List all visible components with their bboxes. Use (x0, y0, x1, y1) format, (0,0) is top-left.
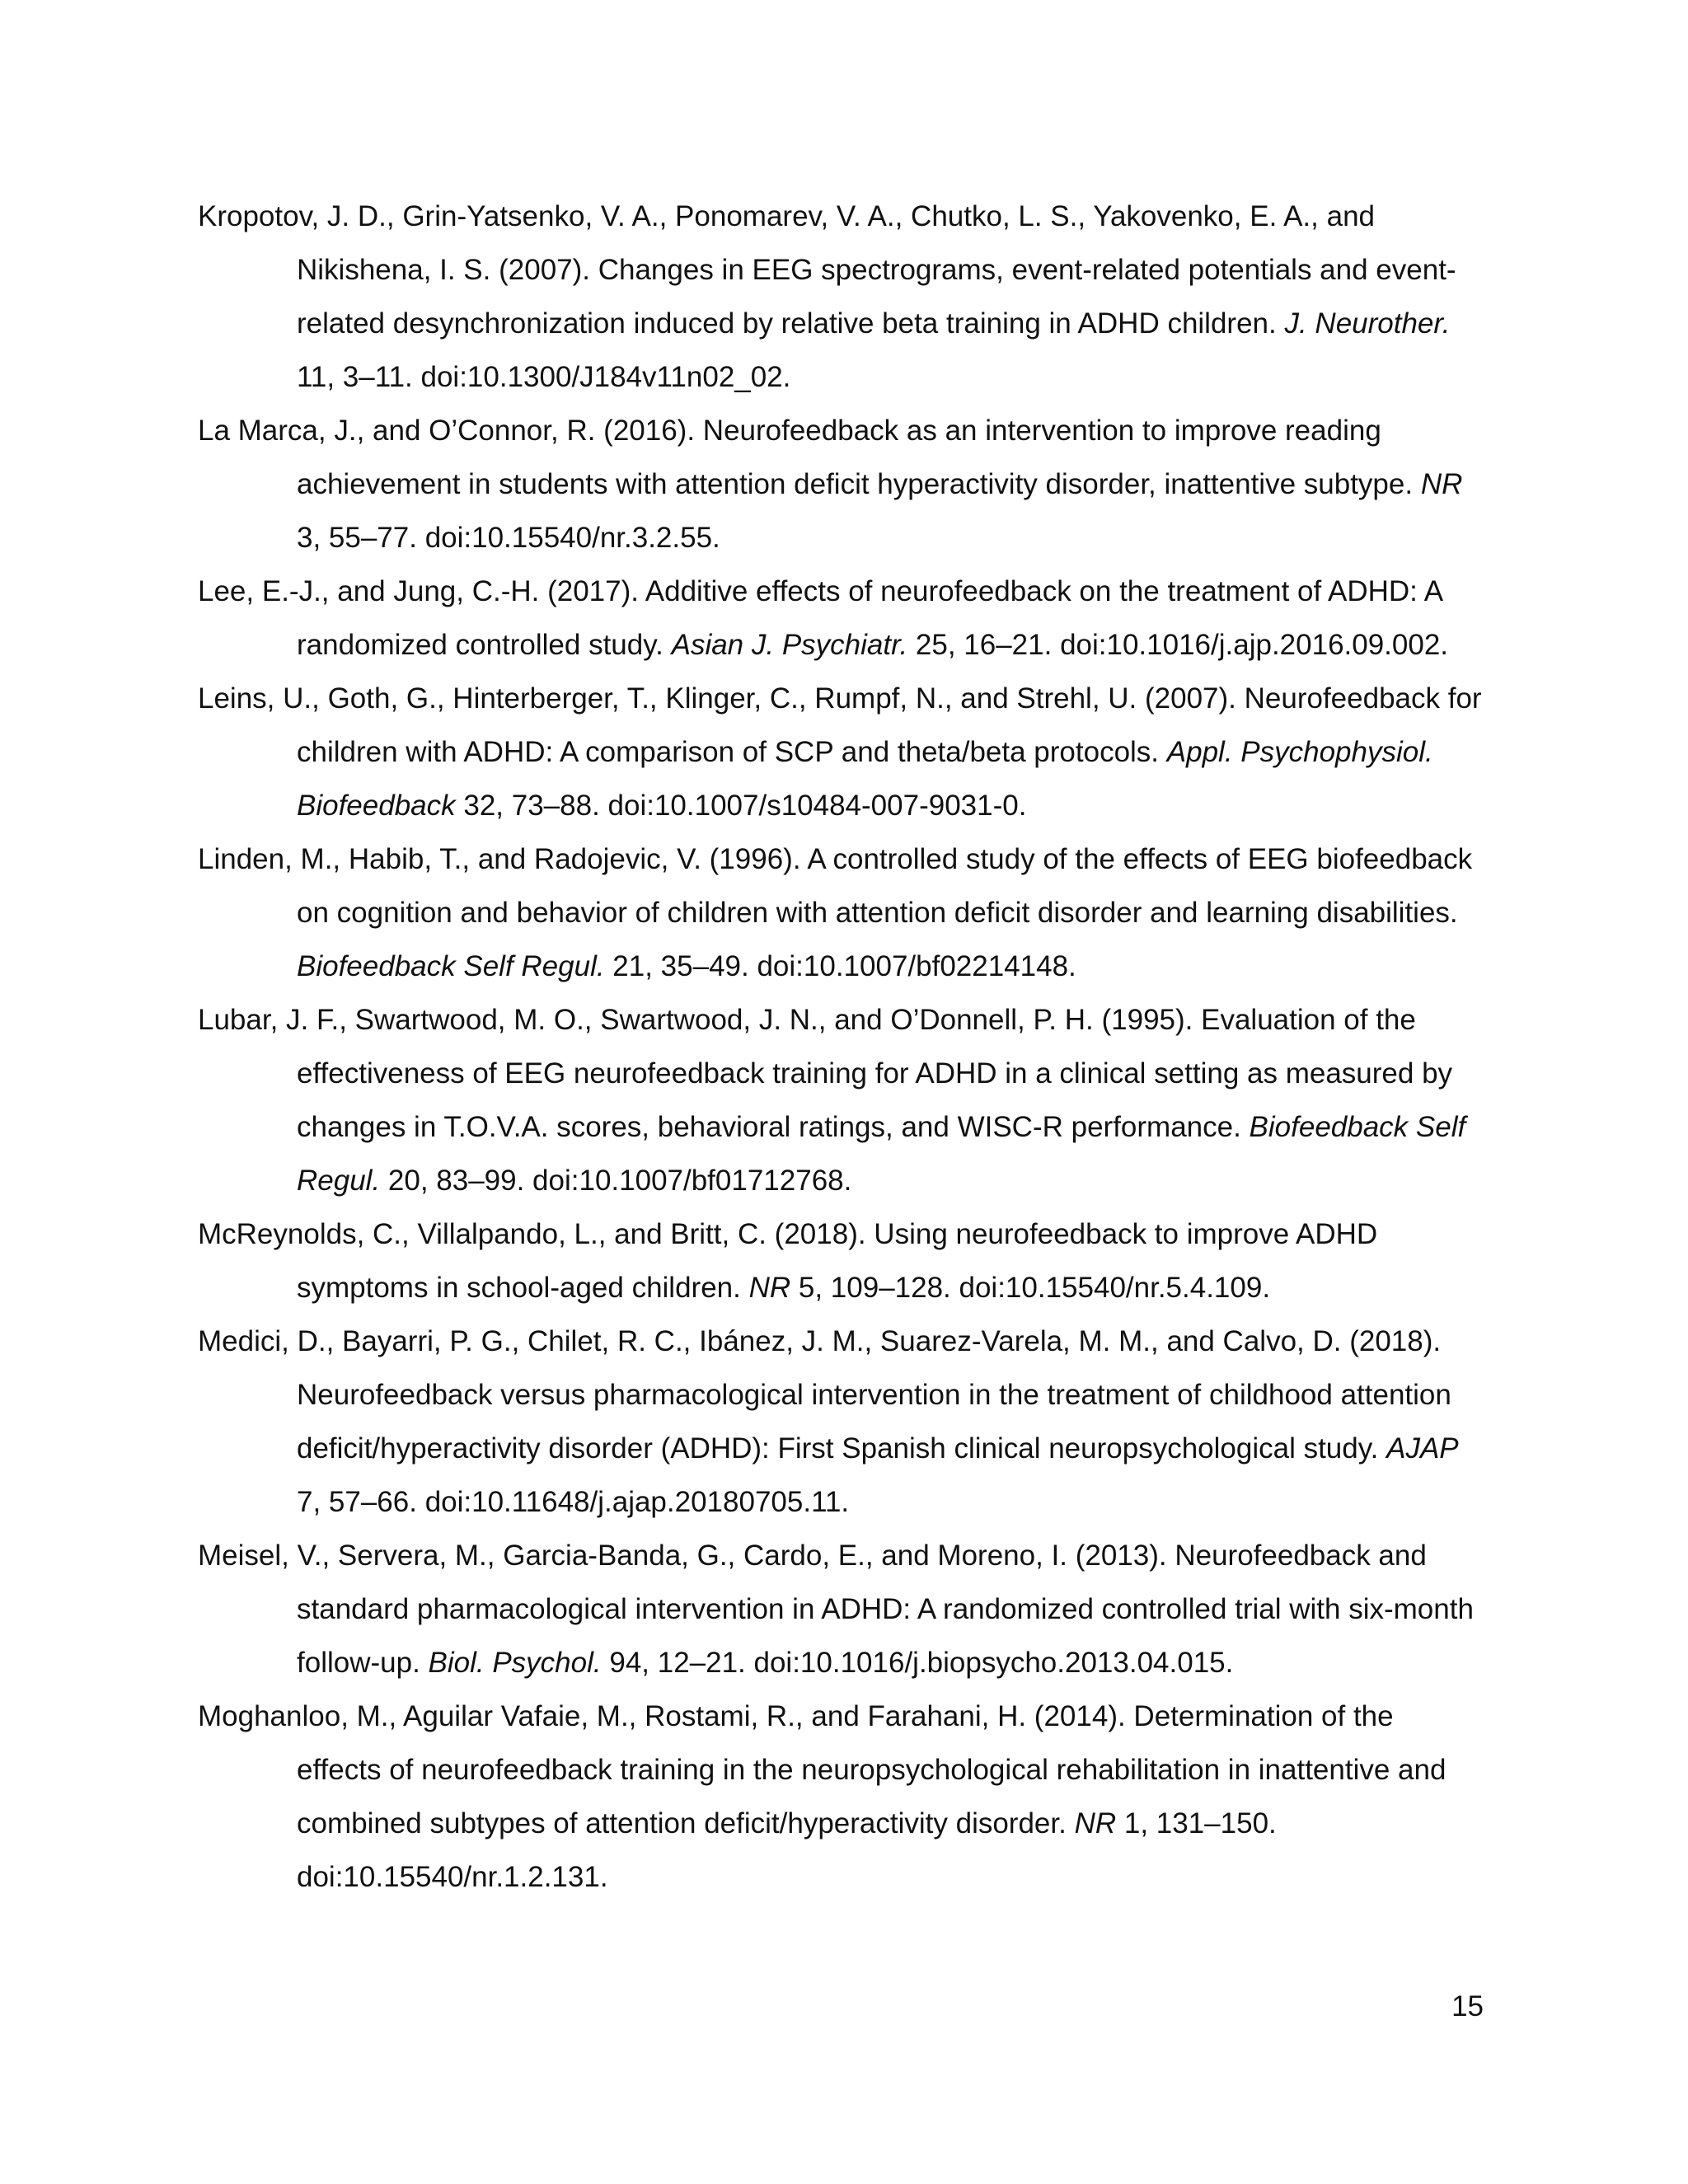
reference-journal: NR (748, 1272, 791, 1304)
reference-details: 7, 57–66. doi:10.11648/j.ajap.20180705.11. (297, 1486, 850, 1518)
reference-text: Kropotov, J. D., Grin-Yatsenko, V. A., Ponomarev, V. A., Chutko, L. S., Yakovenko, E. A., and Nikishena, I. S. (2007). Changes in EEG spectrograms, event-related potentials and event-related desynchronization induced by relative beta training in ADHD children. (198, 200, 1456, 340)
reference-journal: J. Neurother. (1284, 307, 1451, 340)
reference-details: 25, 16–21. doi:10.1016/j.ajp.2016.09.002. (907, 629, 1449, 661)
page-number: 15 (1451, 1990, 1484, 2022)
reference-entry (198, 1529, 1484, 1690)
reference-details: 20, 83–99. doi:10.1007/bf01712768. (380, 1165, 852, 1197)
reference-text: Lubar, J. F., Swartwood, M. O., Swartwood, J. N., and O’Donnell, P. H. (1995). Evaluation of the effectiveness of EEG neurofeedback training for ADHD in a clinical setting as measured by changes in T.O.V.A. scores, behavioral ratings, and WISC-R performance. (198, 1004, 1453, 1143)
reference-list (198, 190, 1484, 1904)
reference-details: 94, 12–21. doi:10.1016/j.biopsycho.2013.04.015. (601, 1647, 1234, 1679)
reference-details: 21, 35–49. doi:10.1007/bf02214148. (604, 950, 1076, 982)
reference-text: Linden, M., Habib, T., and Radojevic, V. (1996). A controlled study of the effects of EEG biofeedback on cognition and behavior of children with attention deficit disorder and learning disabilities. (198, 843, 1473, 929)
reference-entry (198, 832, 1484, 993)
reference-journal: NR (1074, 1807, 1117, 1840)
reference-details: 1, 131–150. doi:10.15540/nr.1.2.131. (297, 1807, 1277, 1893)
reference-journal: NR (1420, 468, 1463, 500)
reference-text: Moghanloo, M., Aguilar Vafaie, M., Rostami, R., and Farahani, H. (2014). Determination of the effects of neurofeedback training in the neuropsychological rehabilitation in inattentive and combined subtypes of attention deficit/hyperactivity disorder. (198, 1700, 1447, 1840)
reference-text: Medici, D., Bayarri, P. G., Chilet, R. C., Ibánez, J. M., Suarez-Varela, M. M., and Calvo, D. (2018). Neurofeedback versus pharmacological intervention in the treatment of childhood attention deficit/hyperactivity disorder (ADHD): First Spanish clinical neuropsychological study. (198, 1325, 1451, 1465)
reference-journal: Biofeedback Self Regul. (297, 1111, 1466, 1197)
reference-details: 32, 73–88. doi:10.1007/s10484-007-9031-0. (455, 790, 1027, 822)
reference-journal: Appl. Psychophysiol. Biofeedback (297, 736, 1433, 822)
reference-entry (198, 1207, 1484, 1315)
reference-text: Leins, U., Goth, G., Hinterberger, T., Klinger, C., Rumpf, N., and Strehl, U. (2007). Neurofeedback for children with ADHD: A comparison of SCP and theta/beta protocols. (198, 682, 1482, 768)
reference-entry (198, 404, 1484, 565)
reference-text: Meisel, V., Servera, M., Garcia-Banda, G., Cardo, E., and Moreno, I. (2013). Neurofeedback and standard pharmacological intervention in ADHD: A randomized controlled trial with six-month follow-up. (198, 1540, 1474, 1679)
reference-text: La Marca, J., and O’Connor, R. (2016). Neurofeedback as an intervention to improve reading achievement in students with attention deficit hyperactivity disorder, inattentive subtype. (198, 415, 1421, 500)
reference-details: 3, 55–77. doi:10.15540/nr.3.2.55. (297, 522, 720, 554)
reference-entry (198, 190, 1484, 404)
reference-text: McReynolds, C., Villalpando, L., and Britt, C. (2018). Using neurofeedback to improve ADHD symptoms in school-aged children. (198, 1218, 1378, 1304)
reference-entry (198, 565, 1484, 672)
reference-entry (198, 672, 1484, 832)
reference-details: 11, 3–11. doi:10.1300/J184v11n02_02. (297, 361, 791, 393)
reference-text: Lee, E.-J., and Jung, C.-H. (2017). Additive effects of neurofeedback on the treatment of ADHD: A randomized controlled study. (198, 575, 1442, 661)
reference-entry (198, 1315, 1484, 1529)
reference-journal: Biol. Psychol. (428, 1647, 602, 1679)
reference-journal: AJAP (1386, 1432, 1459, 1465)
reference-journal: Biofeedback Self Regul. (297, 950, 605, 982)
reference-entry (198, 993, 1484, 1207)
reference-details: 5, 109–128. doi:10.15540/nr.5.4.109. (790, 1272, 1271, 1304)
reference-entry (198, 1690, 1484, 1904)
reference-journal: Asian J. Psychiatr. (671, 629, 908, 661)
